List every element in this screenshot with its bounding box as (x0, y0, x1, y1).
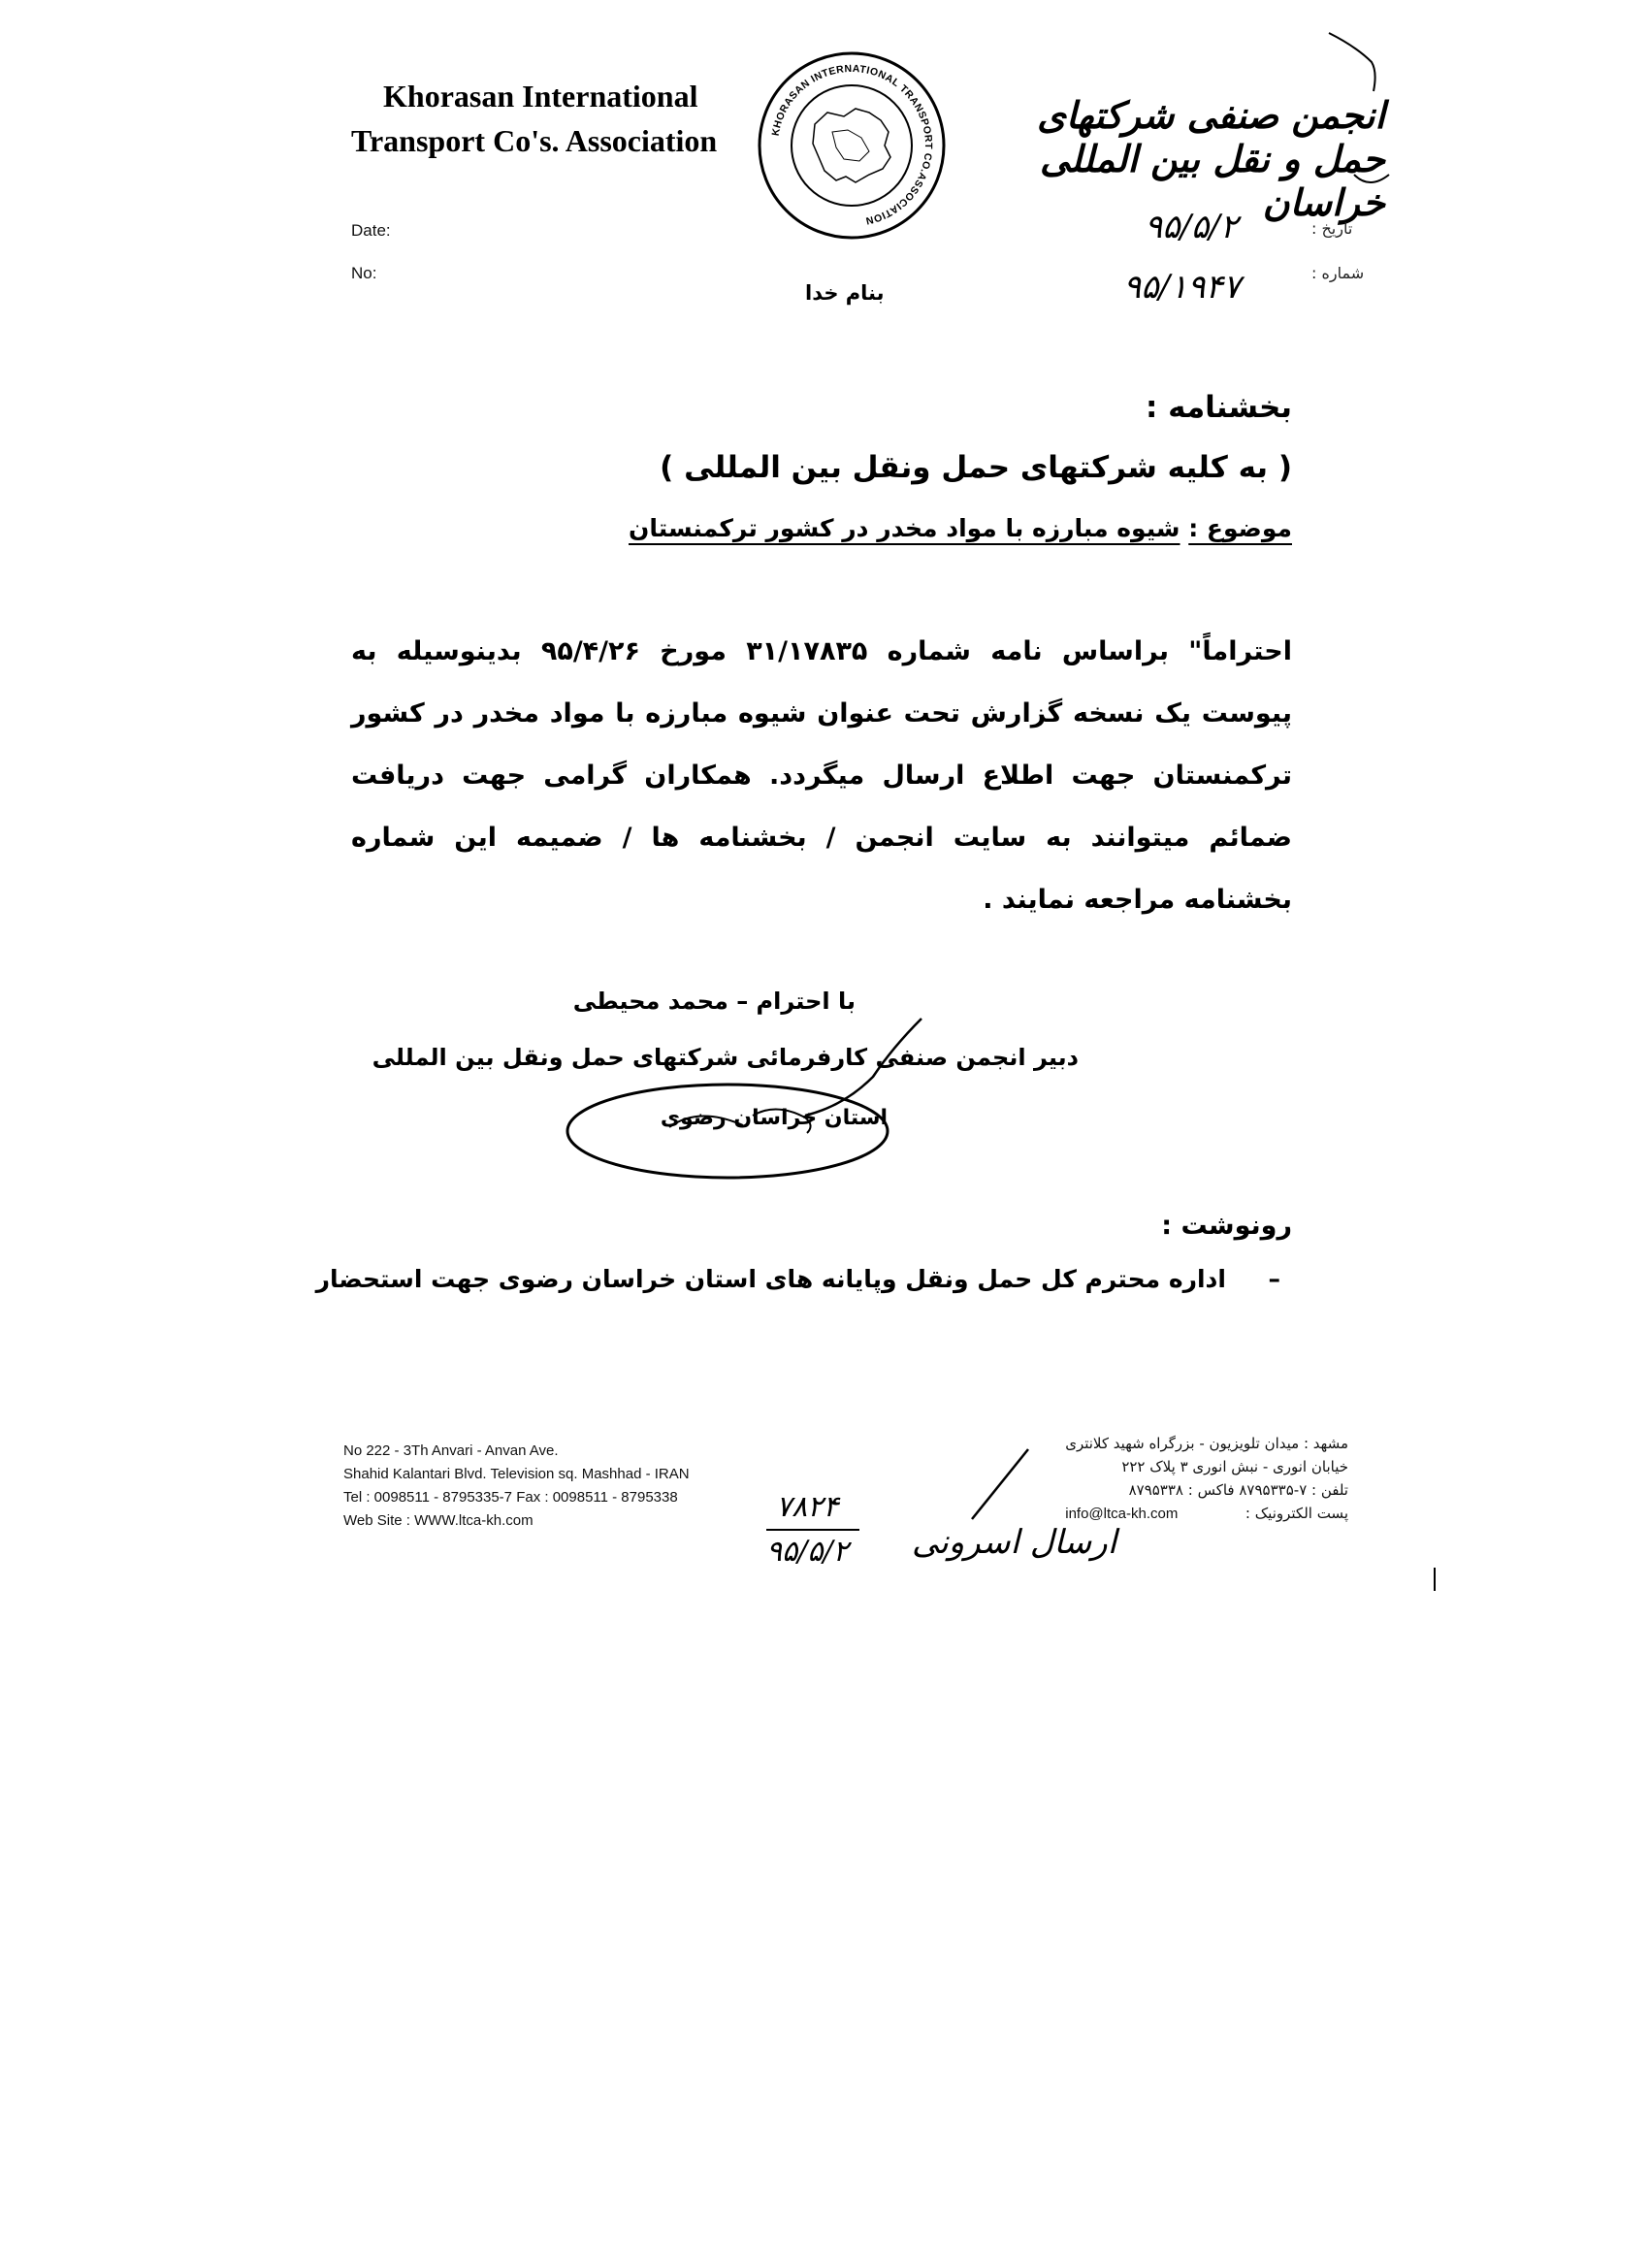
footer-fa-line: مشهد : میدان تلویزیون - بزرگراه شهید کلانتری (1065, 1435, 1348, 1452)
subject-line (629, 514, 1292, 542)
footer-en-line: No 222 - 3Th Anvari - Anvan Ave. (343, 1442, 559, 1459)
org-name-flourish (1327, 29, 1395, 184)
footer-address-en (343, 1440, 690, 1533)
org-name-fa: انجمن صنفی شرکتهای حمل و نقل بین المللی خراسان (1037, 93, 1385, 224)
svg-text:KHORASAN INTERNATIONAL TRANSPO (770, 63, 934, 227)
date-label-fa: تاریخ : (1311, 219, 1353, 238)
email-value: info@ltca-kh.com (1065, 1506, 1179, 1522)
letter-type: بخشنامه : (1145, 390, 1292, 425)
hand-note: ارسال اسرونی (912, 1523, 1117, 1562)
seal-text: KHORASAN INTERNATIONAL TRANSPORT CO.ASSOCIATION (769, 62, 935, 227)
subject-text: شیوه مبارزه با مواد مخدر در کشور ترکمنستان (629, 514, 1180, 542)
closing-line: با احترام – محمد محیطی (572, 988, 856, 1015)
signatory-province: استان خراسان رضوی (660, 1106, 888, 1130)
association-seal (755, 49, 949, 243)
date-label-en: Date: (351, 221, 391, 240)
footer-en-line: Tel : 0098511 - 8795335-7 Fax : 0098511 - 8795338 (343, 1489, 678, 1506)
seal-emblem-icon (755, 49, 949, 243)
hand-reg-date: ۹۵/۵/۲ (766, 1535, 849, 1569)
footer-fa-line: تلفن : ۷-۸۷۹۵۳۳۵ فاکس : ۸۷۹۵۳۳۸ (1128, 1481, 1348, 1499)
footer-fa-line: خیابان انوری - نبش انوری ۳ پلاک ۲۲۲ (1121, 1458, 1348, 1475)
cc-item (316, 1265, 1280, 1293)
org-name-en-line1: Khorasan International (383, 79, 698, 113)
no-label-en: No: (351, 264, 377, 282)
date-value: ۹۵/۵/۲ (1145, 208, 1238, 246)
hand-slash-mark (960, 1445, 1038, 1523)
bismillah: بنام خدا (805, 281, 885, 305)
cc-bullet: – (1225, 1265, 1280, 1293)
cc-item-text: اداره محترم کل حمل ونقل وپایانه های استان خراسان رضوی جهت استحضار (315, 1265, 1226, 1293)
number-value: ۹۵/۱۹۴۷ (1123, 268, 1242, 307)
email-label: پست الکترونیک : (1245, 1505, 1348, 1522)
handwritten-signature (524, 1009, 1067, 1193)
org-name-en-line2: Transport Co's. Association (351, 123, 718, 158)
footer-address-fa (1057, 1432, 1348, 1526)
hand-reg-number: ۷۸۲۴ (776, 1490, 839, 1524)
subject-label: موضوع : (1188, 514, 1292, 542)
cc-label: رونوشت : (1161, 1211, 1292, 1241)
recipient-line: ( به کلیه شرکتهای حمل ونقل بین المللی ) (660, 450, 1292, 485)
signatory-title: دبیر انجمن صنفی کارفرمائی شرکتهای حمل ونقل بین المللی (372, 1044, 1079, 1071)
footer-website: Web Site : WWW.ltca-kh.com (343, 1512, 534, 1529)
letter-body: احتراماً" براساس نامه شماره ۳۱/۱۷۸۳۵ مورخ ۹۵/۴/۲۶ بدینوسیله به پیوست یک نسخه گزارش تحت عنوان شیوه مبارزه با مواد مخدر در کشور ترکمنستان جهت اطلاع ارسال میگردد. همکاران گرامی جهت دریافت ضمائم میتوانند به سایت انجمن / بخشنامه ها / ضمیمه این شماره بخشنامه مراجعه نمایند . (351, 636, 1292, 915)
scan-mark (1434, 1568, 1436, 1591)
no-label-fa: شماره : (1311, 264, 1365, 282)
hand-fraction-line (766, 1529, 859, 1531)
footer-en-line: Shahid Kalantari Blvd. Television sq. Mashhad - IRAN (343, 1466, 690, 1482)
